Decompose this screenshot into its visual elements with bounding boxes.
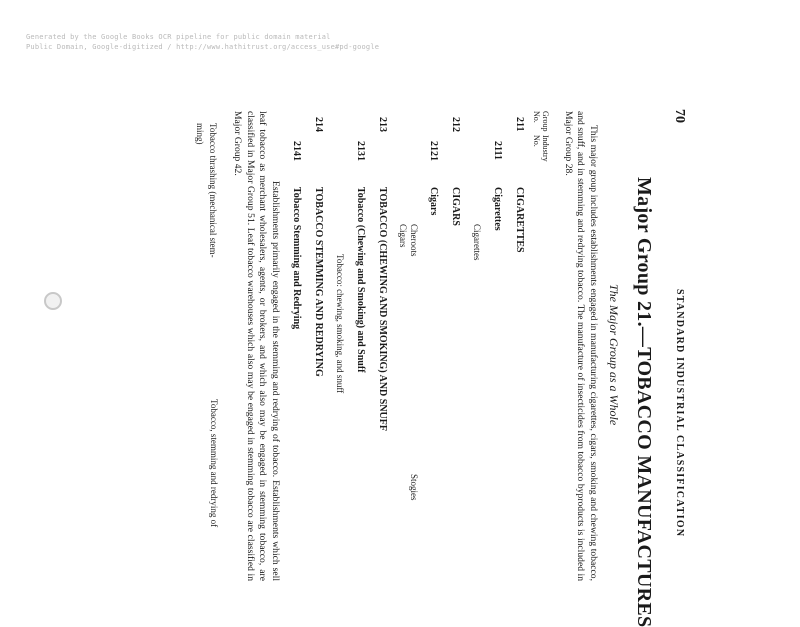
scan-stamp-line-1: Generated by the Google Books OCR pipeline for public domain material — [26, 33, 331, 41]
running-header: STANDARD INDUSTRIAL CLASSIFICATION — [674, 289, 685, 538]
group-number-212: 212 — [450, 117, 461, 132]
index-term: Tobacco, stemming and redrying of — [209, 399, 219, 528]
major-group-title: Major Group 21.—TOBACCO MANUFACTURES — [633, 177, 655, 627]
major-group-subtitle: The Major Group as a Whole — [607, 284, 621, 426]
index-term: Cigarettes — [472, 224, 482, 261]
group-number-214: 214 — [313, 117, 324, 132]
column-head-industry: Industry No. — [532, 135, 550, 162]
index-term: Tobacco: chewing, smoking, and snuff — [335, 254, 345, 394]
page-number: 70 — [672, 109, 687, 123]
industry-title-2111: Cigarettes — [492, 187, 503, 231]
industry-number-2111: 2111 — [492, 141, 503, 160]
rotated-page — [135, 99, 695, 627]
index-term: Tobacco thrashing (mechanical stem-ming) — [195, 123, 218, 258]
industry-2141-description: Establishments primarily engaged in the stemming and redrying of tobacco. Establishments which sell leaf tobacco as merchant wholesalers, agents, or brokers, and which also may be engaged in stemming tobacco, are classified in Major Group 51. Leaf tobacco warehouses which also may be engaged in stemming tobacco are classified in Major Group 42. — [232, 111, 281, 581]
industry-title-2141: Tobacco Stemming and Redrying — [291, 187, 302, 330]
group-title-213: TOBACCO (CHEWING AND SMOKING) AND SNUFF — [377, 187, 388, 431]
group-title-212: CIGARS — [450, 187, 461, 226]
industry-number-2141: 2141 — [291, 141, 302, 161]
scan-smudge — [44, 292, 62, 310]
industry-title-2121: Cigars — [428, 187, 439, 216]
index-term: Stogies — [409, 474, 419, 501]
group-title-214: TOBACCO STEMMING AND REDRYING — [313, 187, 324, 377]
group-number-211: 211 — [514, 117, 525, 132]
group-number-213: 213 — [377, 117, 388, 132]
index-term: Cheroots — [409, 224, 419, 257]
industry-number-2131: 2131 — [355, 141, 366, 161]
index-term: Cigars — [398, 224, 408, 248]
industry-title-2131: Tobacco (Chewing and Smoking) and Snuff — [355, 187, 366, 373]
scan-stamp-line-2: Public Domain, Google-digitized / http://www.hathitrust.org/access_use#pd-google — [26, 43, 380, 51]
intro-paragraph: This major group includes establishments engaged in manufacturing cigarettes, cigars, smoking and chewing tobacco, and snuff, and in stemming and redrying tobacco. The manufacture of insecticides from tobacco byproducts is included in Major Group 28. — [563, 111, 599, 581]
column-head-group: Group No. — [532, 111, 550, 132]
industry-number-2121: 2121 — [428, 141, 439, 161]
group-title-211: CIGARETTES — [514, 187, 525, 253]
